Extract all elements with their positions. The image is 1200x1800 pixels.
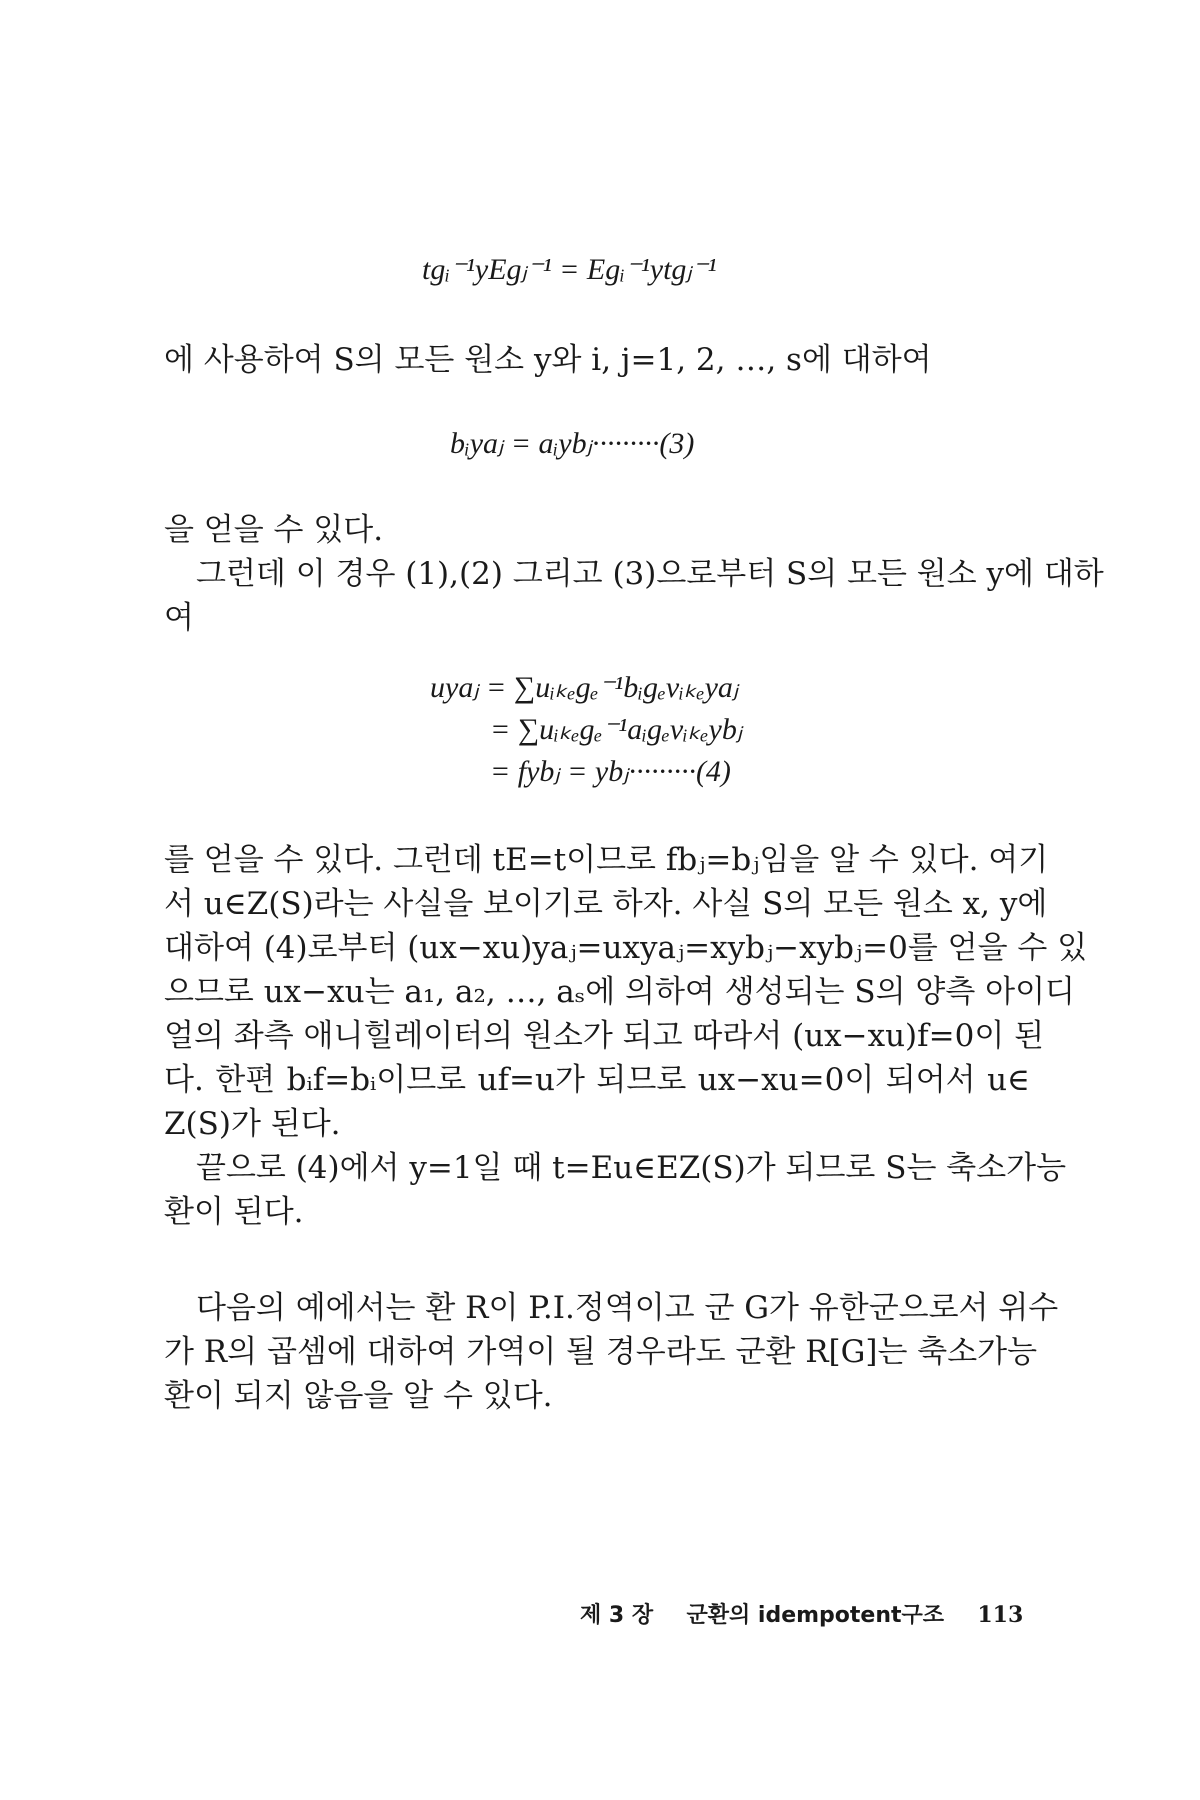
text-line-13: 환이 된다. [164,1194,304,1230]
text-line-10: 다. 한편 bᵢf=bᵢ이므로 uf=u가 되므로 ux−xu=0이 되어서 u∈ [164,1062,1030,1098]
text-line-12: 끝으로 (4)에서 y=1일 때 t=Eu∈EZ(S)가 되므로 S는 축소가능 [196,1150,1067,1186]
equation-4-line-2: = ∑uᵢₖₑgₑ⁻¹aᵢgₑvᵢₖₑybⱼ [490,713,743,746]
footer-title: 군환의 idempotent구조 [686,1603,945,1628]
text-line-2: 을 얻을 수 있다. [164,512,384,548]
equation-4-line-3: = fybⱼ = ybⱼ·········(4) [490,755,731,788]
equation-3: bᵢyaⱼ = aᵢybⱼ·········(3) [450,427,695,460]
page-number: 113 [977,1602,1024,1628]
text-line-8: 으므로 ux−xu는 a₁, a₂, …, aₛ에 의하여 생성되는 S의 양측 아이디 [164,974,1075,1010]
text-line-4: 여 [164,600,194,636]
text-line-1: 에 사용하여 S의 모든 원소 y와 i, j=1, 2, …, s에 대하여 [164,342,932,378]
text-line-3: 그런데 이 경우 (1),(2) 그리고 (3)으로부터 S의 모든 원소 y에 대하 [196,556,1104,592]
text-line-15: 가 R의 곱셈에 대하여 가역이 될 경우라도 군환 R[G]는 축소가능 [164,1334,1038,1370]
text-line-16: 환이 되지 않음을 알 수 있다. [164,1378,553,1414]
text-line-5: 를 얻을 수 있다. 그런데 tE=t이므로 fbⱼ=bⱼ임을 알 수 있다. 여기 [164,842,1049,878]
page-footer [580,1598,1023,1629]
text-line-6: 서 u∈Z(S)라는 사실을 보이기로 하자. 사실 S의 모든 원소 x, y에 [164,886,1048,922]
text-line-11: Z(S)가 된다. [164,1106,341,1142]
text-line-14: 다음의 예에서는 환 R이 P.I.정역이고 군 G가 유한군으로서 위수 [196,1290,1059,1326]
text-line-7: 대하여 (4)로부터 (ux−xu)yaⱼ=uxyaⱼ=xybⱼ−xybⱼ=0를 얻을 수 있 [164,930,1088,966]
text-line-9: 얼의 좌측 애니힐레이터의 원소가 되고 따라서 (ux−xu)f=0이 된 [164,1018,1045,1054]
equation-1: tgᵢ⁻¹yEgⱼ⁻¹ = Egᵢ⁻¹ytgⱼ⁻¹ [422,253,717,286]
equation-4-line-1: uyaⱼ = ∑uᵢₖₑgₑ⁻¹bᵢgₑvᵢₖₑyaⱼ [430,671,739,704]
footer-chapter: 제 3 장 [580,1603,654,1628]
